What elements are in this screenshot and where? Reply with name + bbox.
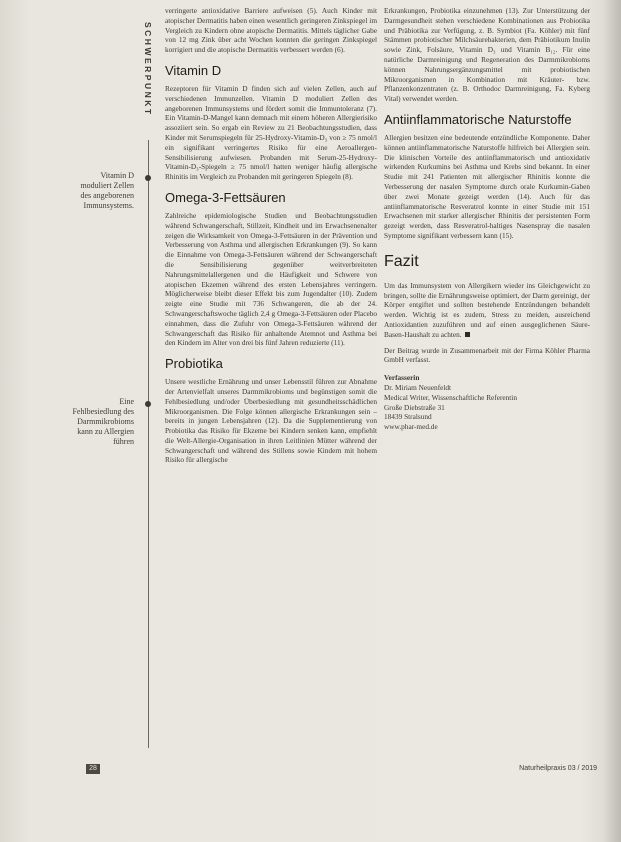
paragraph: Zahlreiche epidemiologische Studien und Beobachtungsstudien während Schwangerschaft, Stillzeit, Kindheit und im Erwachsenenalter zeigen die Wirksamkeit von Omega-3-Fettsäuren in der Prävention und Verbesserung von Asthma und allergischen Erkrankungen (9). So kann die Einnahme von Omega-3-Fettsäuren während der Schwangerschaft die Sensibilisierung gegenüber weitverbreiteten Nahrungsmittelallergenen und die Häufigkeit und Schwere von atopischen Ekzemen während des ersten Lebensjahres verringern. Möglicherweise bleibt dieser Effekt bis zum Jugendalter (10). Zudem zeigte eine Studie mit 736 Schwangeren, die ab der 24. Schwangerschaftswoche täglich 2,4 g Omega-3-Fettsäuren oder Placebo einnahmen, dass die Zufuhr von Omega-3-Fettsäuren während der Schwangerschaft das Risiko für anhaltende Atemnot und Asthma bei den Kindern im Alter von drei bis fünf Jahren reduzierte (11). [165,210,377,348]
heading-antiinflammatorische-naturstoffe: Antiinflammatorische Naturstoffe [384,111,572,127]
heading-vitamin-d: Vitamin D [165,62,222,78]
end-mark-icon [465,332,470,337]
contact-line: Große Diebstraße 31 [384,402,445,412]
margin-note-darmmikrobiom: Eine Fehlbesiedlung des Darmmikrobioms kann zu Allergien führen [72,397,134,446]
fazit-text: Um das Immunsystem von Allergikern wieder ins Gleichgewicht zu bringen, sollte die Ernährungsweise optimiert, der Darm gereinigt, der Körper entgiftet und sollten bestehende Entzündungen behandelt werden. Wichtig ist es zudem, Stress zu meiden, ausreichend Antioxidantien zuzuführen und auf einen ausgeglichenen Säure-Basen-Haushalt zu achten. [384,280,590,339]
scan-shadow [603,0,621,842]
contact-website-link[interactable]: www.phar-med.de [384,422,438,432]
author-contact [384,373,590,432]
margin-bullet [145,175,151,181]
page-number: 28 [86,764,100,774]
right-column [384,6,590,432]
paragraph: Unsere westliche Ernährung und unser Lebensstil führen zur Abnahme der Artenvielfalt unseres Darmmikrobioms und begünstigen somit die Fehlbesiedlung und/oder Überbesiedlung mit gesundheitsschädlichen Mikroorganismen. Die Folge können allergische Erkrankungen sein – bereits in jungen Lebensjahren (12). Da die Supplementierung von Probiotika das Risiko für Ekzeme bei Kindern senken kann, empfiehlt die Welt-Allergie-Organisation in ihren Leitlinien Mütter während der Schwangerschaft und während des Stillens sowie Kindern mit hohem Risiko für allergische [165,377,377,465]
margin-bullet [145,401,151,407]
paragraph: verringerte antioxidative Barriere aufweisen (5). Auch Kinder mit atopischer Dermatitis haben einen wesentlich geringeren Zinkspiegel im Vergleich zu Kindern ohne atopische Dermatitis. Mittels täglicher Gabe von 12 mg Zink über acht Wochen konnten die geringen Zinkspiegel korrigiert und die atopische Dermatitis verbessert werden (6). [165,6,377,55]
heading-probiotika: Probiotika [165,356,223,372]
paragraph: Erkrankungen, Probiotika einzunehmen (13). Zur Unterstützung der Darmgesundheit stehen verschiedene Kombinationen aus Probiotika und Präbiotika zur Verfügung, z. B. Symbiot (Fa. Köhler) mit fünf Stämmen probiotischer Milchsäurebakterien, dem Präbiotikum Inulin sowie Zink, Folsäure, Vitamin D₃ und Vitamin B₁₂. Für eine natürliche Darmreinigung und Regeneration des Darmmikrobioms können Nahrungsergänzungsmittel mit probiotischen Mikroorganismen in Kombination mit Kräuter- bzw. Pflanzenkonzentraten (z. B. Orthodoc Darmreinigung, Fa. Kyberg Vital) verwendet werden. [384,6,590,104]
left-column [165,6,377,471]
contact-line: Medical Writer, Wissenschaftliche Referentin [384,392,517,402]
contact-line: Dr. Miriam Neuenfeldt [384,382,452,392]
heading-omega-3: Omega-3-Fettsäuren [165,189,286,205]
credit-note: Der Beitrag wurde in Zusammenarbeit mit der Firma Köhler Pharma GmbH verfasst. [384,345,590,365]
margin-rule [148,140,149,748]
contact-line: 18439 Stralsund [384,412,432,422]
section-label-text: SCHWERPUNKT [143,22,153,117]
section-label [141,22,155,142]
footer-issue: Naturheilpraxis 03 / 2019 [519,765,597,772]
paragraph-fazit [384,281,590,340]
margin-note-vitamin-d: Vitamin D moduliert Zellen des angeborenen Immunsystems. [80,171,134,210]
paragraph: Allergien besitzen eine bedeutende entzündliche Komponente. Daher können antiinflammatorische Naturstoffe hilfreich bei Allergien sein. Die klinischen Vorteile des antiinflammatorisch und antioxidativ wirkenden Kurkumins bei Asthma und Krebs sind bekannt. In einer Studie mit 241 Patienten mit allergischer Rhinitis konnte die Verbesserung der nasalen Symptome durch orale Kurkumin-Gaben über zwei Monate gezeigt werden (14). Auch für das antiinflammatorische Resveratrol konnte in einer Studie mit 151 Erwachsenen mit starker allergischer Rhinitis der persistenten Form gezeigt werden, dass Resveratrol-haltiges Nasenspray die nasalen Symptome signifikant verbessern kann (15). [384,132,590,240]
heading-fazit: Fazit [384,252,419,270]
contact-label: Verfasserin [384,373,420,383]
paragraph: Rezeptoren für Vitamin D finden sich auf vielen Zellen, auch auf verschiedenen Immunzellen. Vitamin D moduliert Zellen des angeborenen Immunsystems und fördert somit die Immuntoleranz (7). Ein Vitamin-D-Mangel kann demnach mit einem höheren Allergierisiko assoziiert sein. So ergab ein Review zu 21 Beobachtungsstudien, dass Kinder mit Serumspiegeln für 25-Hydroxy-Vitamin-D₃ von ≥ 75 nmol/l ein signifikant verringertes Risiko für eine Aeroallergen-Sensibilisierung aufwiesen. Probanden mit Serum-25-Hydroxy-Vitamin-D₃-Spiegeln ≥ 75 nmol/l hatten weniger häufig allergische Rhinitis im Vergleich zu Probanden mit geringeren Spiegeln (8). [165,83,377,182]
